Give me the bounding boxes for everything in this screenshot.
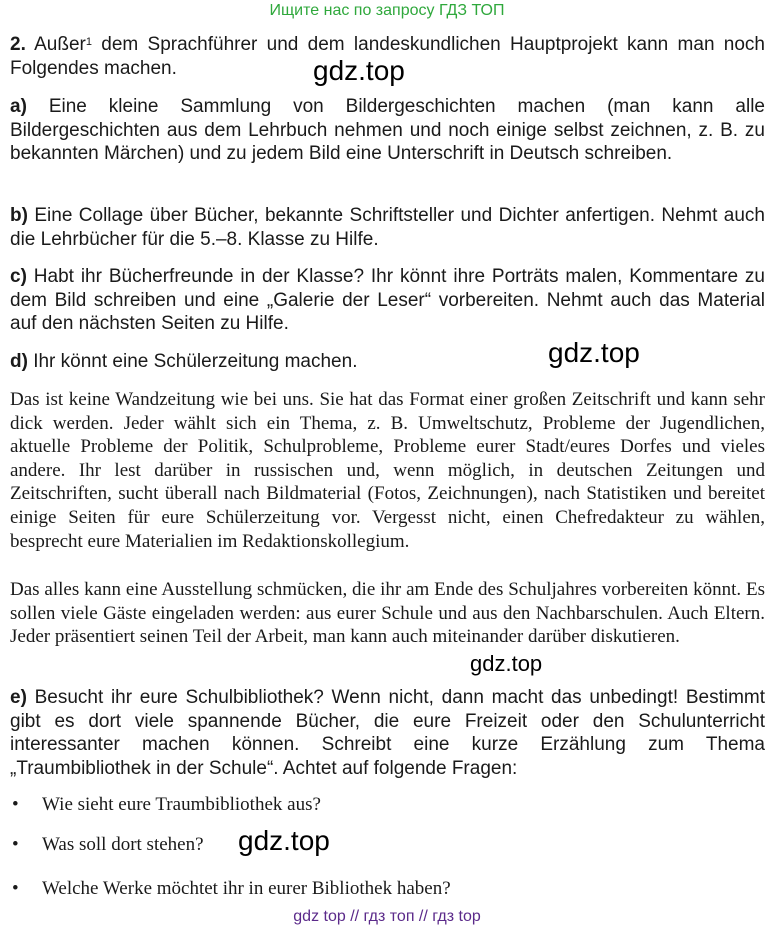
footnote-marker: 1 <box>85 36 92 48</box>
item-b-label: b) <box>10 205 28 226</box>
item-a-text: Eine kleine Sammlung von Bildergeschichten machen (man kann alle Bildergeschichten aus dem Lehrbuch nehmen und noch einige selbst zeichnen, z. B. zu bekannten Märchen) und zu jedem Bild eine Unterschrift in Deutsch schreiben. <box>10 96 765 164</box>
item-c-text: Habt ihr Bücherfreunde in der Klasse? Ihr könnt ihre Porträts malen, Kommentare zu dem Bild schreiben und eine „Galerie der Leser“ vorbereiten. Nehmt auch das Material auf den nächsten Seiten zu Hilfe. <box>10 266 765 334</box>
item-e-label: e) <box>10 687 27 708</box>
item-b <box>10 204 765 251</box>
item-e <box>10 686 765 780</box>
item-d <box>10 350 510 374</box>
top-banner: Ищите нас по запросу ГДЗ ТОП <box>269 2 505 19</box>
item-c <box>10 265 765 336</box>
question-text: Welche Werke möchtet ihr in eurer Bibliothek haben? <box>42 878 451 899</box>
item-a <box>10 95 765 166</box>
question-text: Wie sieht eure Traumbibliothek aus? <box>42 794 321 815</box>
item-d-label: d) <box>10 351 28 372</box>
watermark-1: gdz.top <box>313 55 405 86</box>
bullet-icon: • <box>12 878 19 899</box>
item-c-label: c) <box>10 266 27 287</box>
item-a-label: a) <box>10 96 27 117</box>
item-e-text: Besucht ihr eure Schulbibliothek? Wenn nicht, dann macht das unbedingt! Bestimmt gibt es dort viele spannende Bücher, die eure Freizeit oder den Schulunterricht interessanter machen können. Schreibt eine kurze Erzählung zum Thema „Traumbibliothek in der Schule“. Achtet auf folgende Fragen: <box>10 687 765 779</box>
bullet-icon: • <box>12 794 19 815</box>
task-intro-text: dem Sprachführer und dem landeskundlichen Hauptprojekt kann man noch Folgendes machen. <box>10 34 766 79</box>
paragraph-ausstellung: Das alles kann eine Ausstellung schmücken, die ihr am Ende des Schuljahres vorbereiten könnt. Es sollen viele Gäste eingeladen werden: aus eurer Schule und aus den Nachbarschulen. Auch Eltern. Jeder präsentiert seinen Teil der Arbeit, man kann auch miteinander darüber diskutieren. <box>10 579 765 648</box>
task-intro-word: Außer <box>34 34 86 55</box>
bottom-banner: gdz top // гдз топ // гдз top <box>293 908 481 925</box>
paragraph-schuelerzeitung: Das ist keine Wandzeitung wie bei uns. Sie hat das Format einer großen Zeitschrift und kann sehr dick werden. Jeder wählt sich ein Thema, z. B. Umweltschutz, Probleme der Jugendlichen, aktuelle Probleme der Politik, Schulprobleme, Probleme eurer Stadt/eures Dorfes und vieles andere. Ihr lest darüber in russischen und, wenn möglich, in deutschen Zeitungen und Zeitschriften, sucht überall nach Bildmaterial (Fotos, Zeichnungen), nach Statistiken und bereitet einige Seiten für eure Schülerzeitung vor. Vergesst nicht, einen Chefredakteur zu wählen, besprecht eure Materialien im Redaktionskollegium. <box>10 389 765 552</box>
item-b-text: Eine Collage über Bücher, bekannte Schriftsteller und Dichter anfertigen. Nehmt auch die Lehrbücher für die 5.–8. Klasse zu Hilfe. <box>10 205 765 250</box>
question-text: Was soll dort stehen? <box>42 834 204 855</box>
task-number: 2. <box>10 34 26 55</box>
watermark-3: gdz.top <box>470 651 543 676</box>
item-d-text: Ihr könnt eine Schülerzeitung machen. <box>27 351 358 372</box>
bullet-icon: • <box>12 834 19 855</box>
watermark-2: gdz.top <box>548 337 640 368</box>
watermark-4: gdz.top <box>238 825 330 856</box>
